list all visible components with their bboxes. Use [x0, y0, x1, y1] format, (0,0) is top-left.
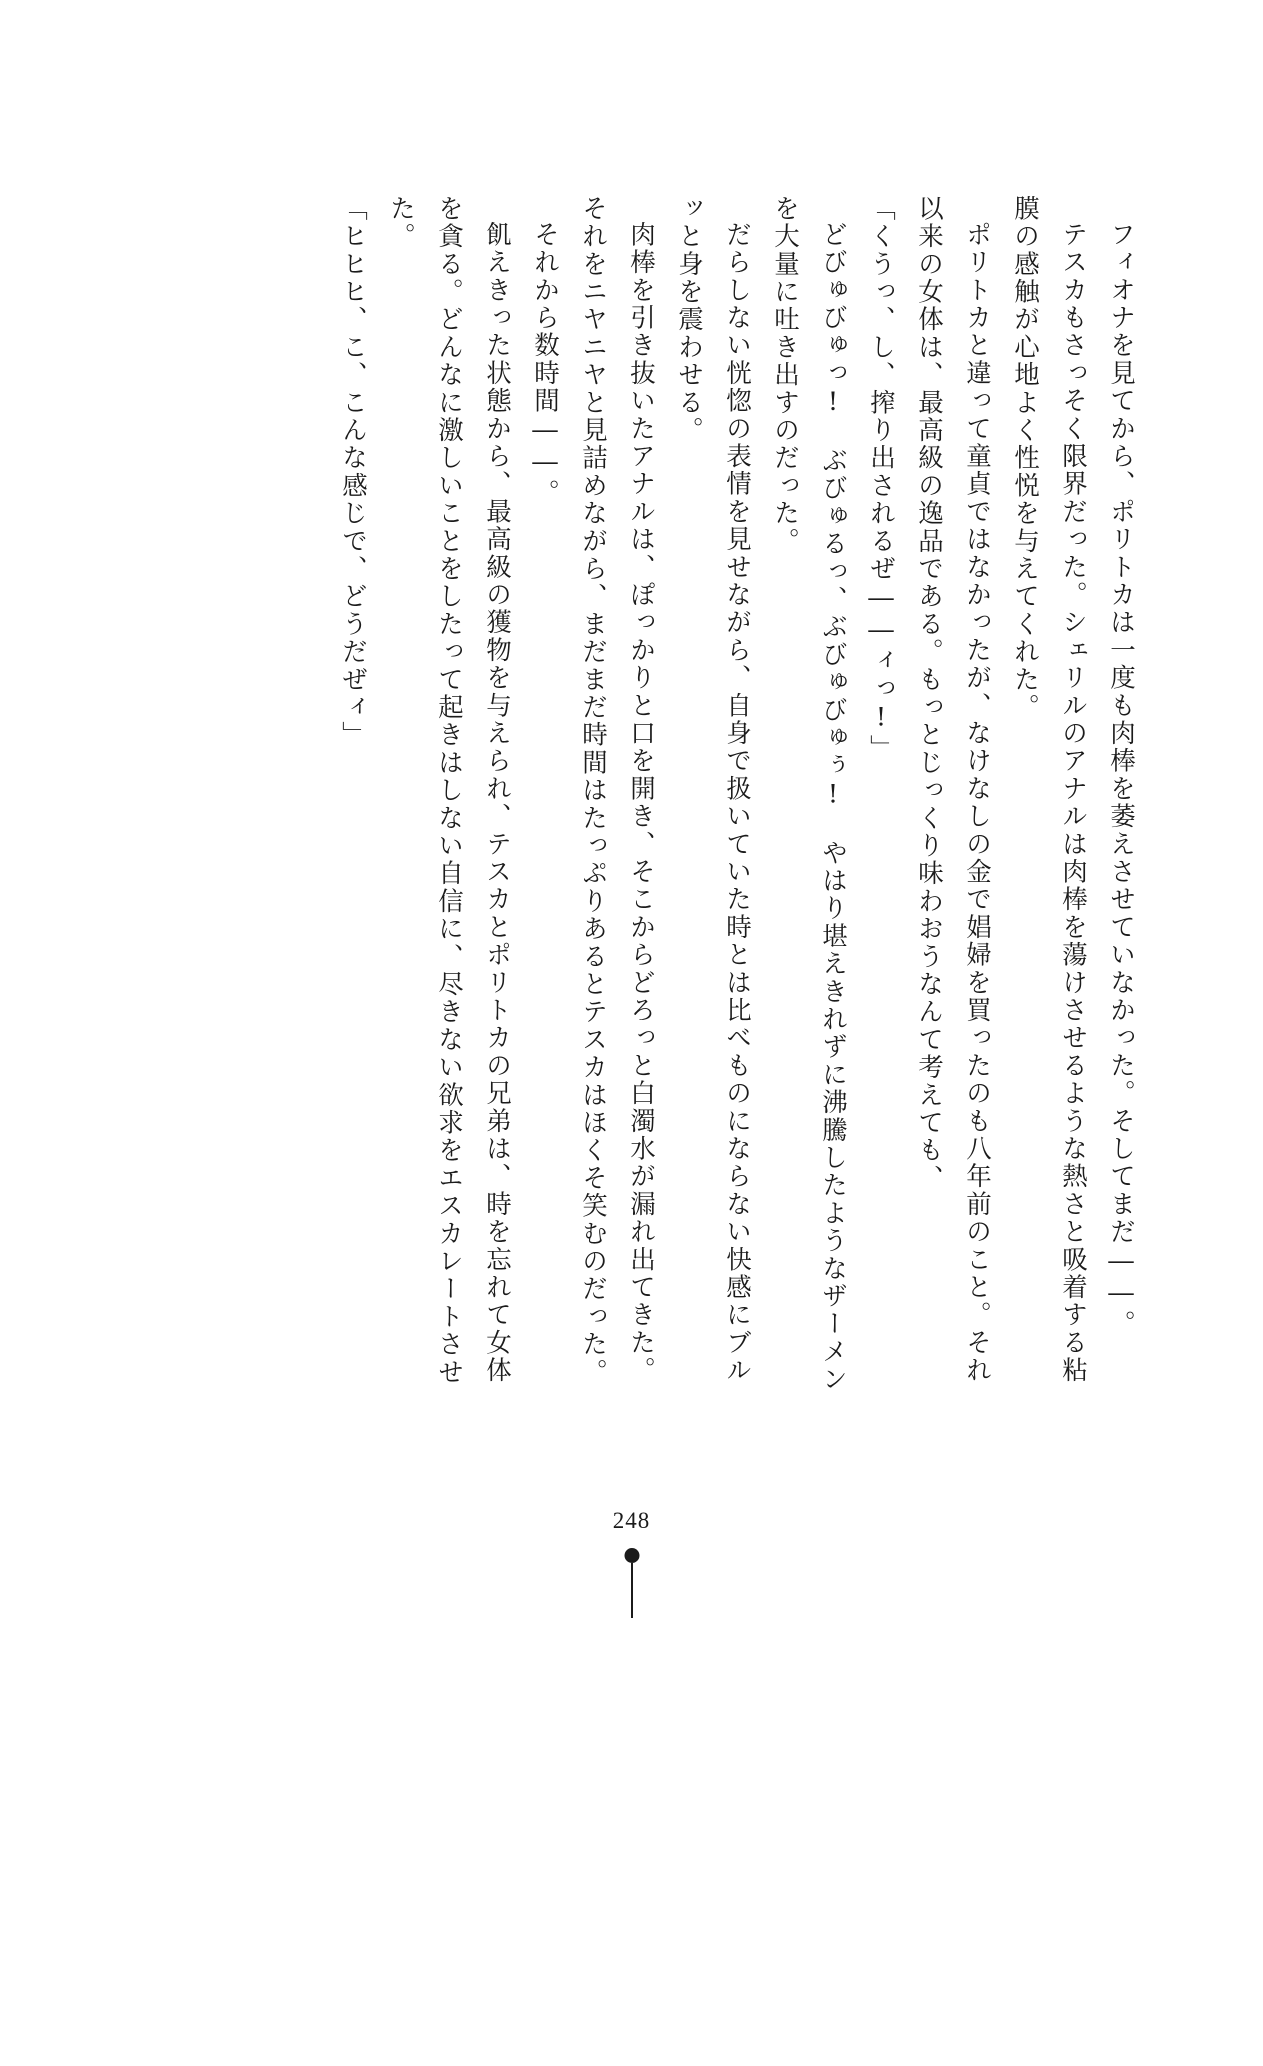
dot-icon: [624, 1548, 639, 1563]
paragraph-line: だらしない恍惚の表情を見せながら、自身で扱いていた時とは比べものにならない快感にブルッと身を震わせる。: [674, 195, 752, 1385]
paragraph-line: それから数時間――。: [530, 221, 560, 507]
vertical-rule-divider: [631, 1563, 633, 1618]
paragraph-line: 肉棒を引き抜いたアナルは、ぽっかりと口を開き、そこからどろっと白濁水が漏れ出てきた。それをニヤニヤと見詰めながら、まだまだ時間はたっぷりあるとテスカはほくそ笑むのだった。: [578, 195, 656, 1387]
paragraph-line: ポリトカと違って童貞ではなかったが、なけなしの金で娼婦を買ったのも八年前のこと。それ以来の女体は、最高級の逸品である。もっとじっくり味わおうなんて考えても、: [914, 195, 992, 1385]
paragraph-line: 「くうっ、し、搾り出されるぜ――ィっ!」: [866, 195, 896, 763]
page-number: 248: [612, 1508, 651, 1533]
paragraph-line: 飢えきった状態から、最高級の獲物を与えられ、テスカとポリトカの兄弟は、時を忘れて女体を貪る。どんなに激しいことをしたって起きはしない自信に、尽きない欲求をエスカレートさせた。: [386, 195, 512, 1387]
paragraph-line: テスカもさっそく限界だった。シェリルのアナルは肉棒を蕩けさせるような熱さと吸着する粘膜の感触が心地よく性悦を与えてくれた。: [1010, 195, 1088, 1385]
footer-ornament: [619, 1548, 645, 1618]
paragraph-line: どびゅびゅっ! ぶびゅるっ、ぶびゅびゅぅ! やはり堪えきれずに沸騰したようなザーメンを大量に吐き出すのだった。: [770, 195, 848, 1394]
paragraph-line: フィオナを見てから、ポリトカは一度も肉棒を萎えさせていなかった。そしてまだ――。: [1106, 221, 1136, 1338]
vertical-text-body: [329, 195, 1145, 1410]
paragraph-line: 「ヒヒヒ、こ、こんな感じで、どうだぜィ」: [338, 195, 368, 749]
